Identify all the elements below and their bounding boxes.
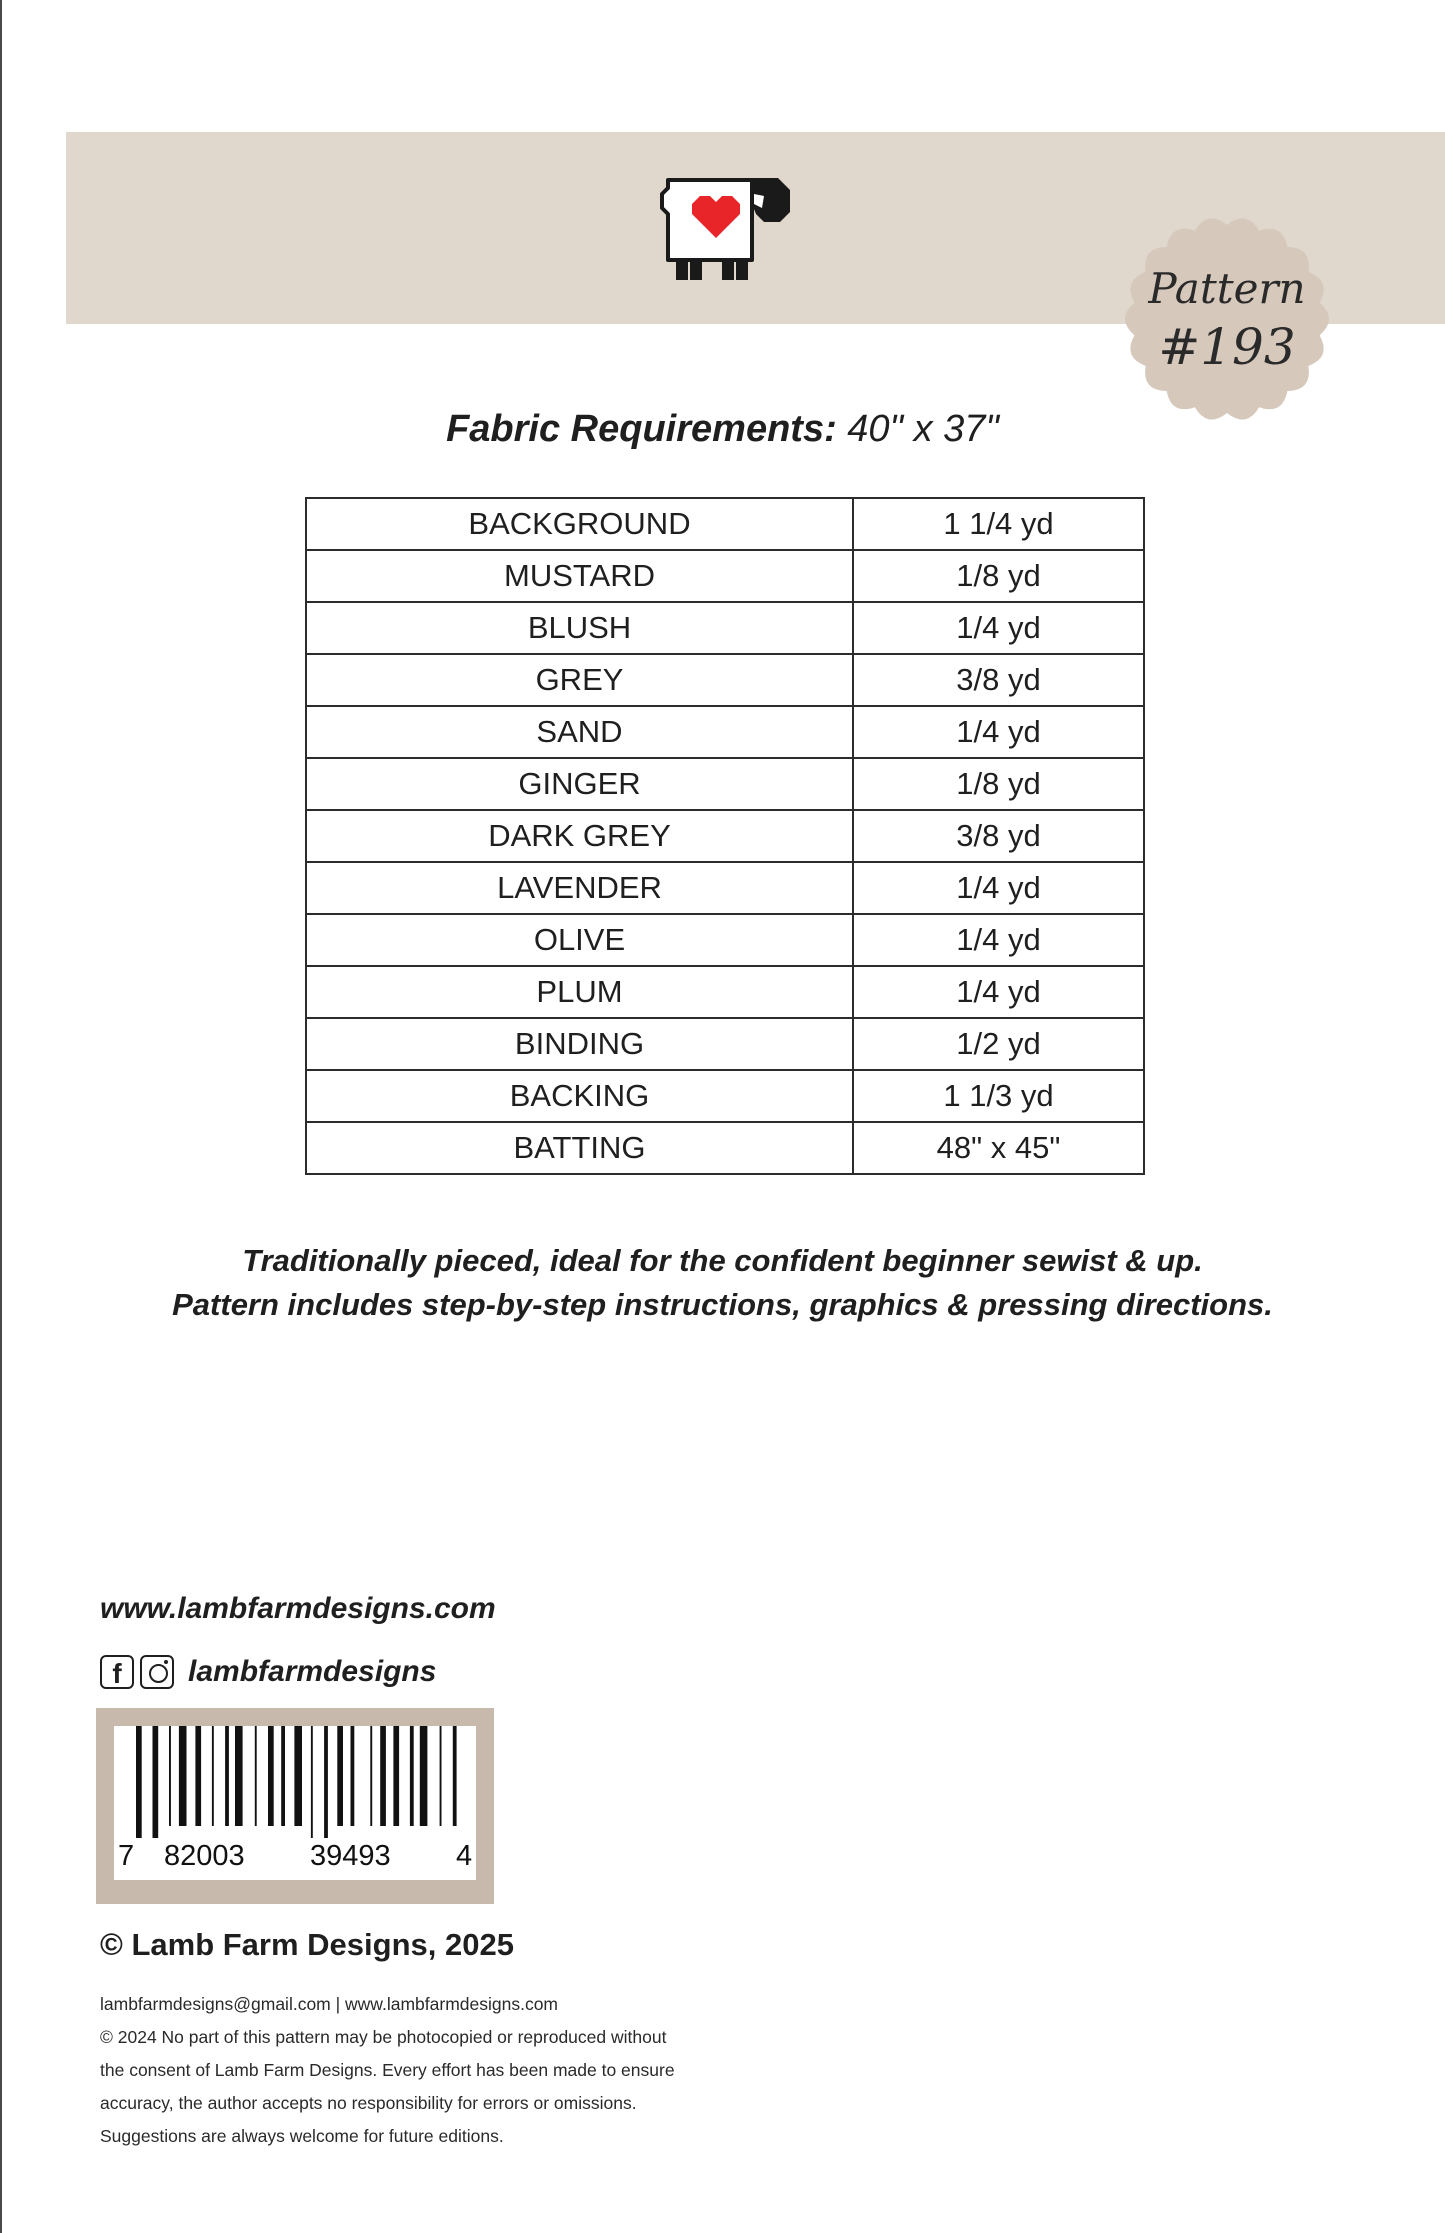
barcode <box>114 1726 476 1880</box>
fabric-amount-cell: 1/2 yd <box>853 1018 1144 1070</box>
barcode-frame <box>96 1708 494 1904</box>
fabric-name-cell: GINGER <box>306 758 853 810</box>
barcode-bar <box>136 1726 142 1838</box>
fabric-name-cell: GREY <box>306 654 853 706</box>
fabric-amount-cell: 1/8 yd <box>853 550 1144 602</box>
fabric-name-cell: MUSTARD <box>306 550 853 602</box>
fabric-row <box>306 654 1144 706</box>
barcode-bar <box>255 1726 257 1826</box>
barcode-bar <box>453 1726 457 1826</box>
fabric-name-cell: PLUM <box>306 966 853 1018</box>
fabric-name-cell: BACKING <box>306 1070 853 1122</box>
badge-pattern-number: #193 <box>1158 318 1296 376</box>
fabric-amount-cell: 1/4 yd <box>853 914 1144 966</box>
badge-pattern-label: Pattern <box>1148 264 1306 313</box>
barcode-bar <box>281 1726 285 1826</box>
fabric-amount-cell: 1 1/4 yd <box>853 498 1144 550</box>
barcode-bar <box>420 1726 428 1826</box>
barcode-bar <box>212 1726 214 1826</box>
fine-print-line: accuracy, the author accepts no responsibility for errors or omissions. <box>100 2093 637 2113</box>
barcode-bar <box>195 1726 201 1826</box>
fabric-row <box>306 758 1144 810</box>
fabric-amount-cell: 48" x 45" <box>853 1122 1144 1174</box>
barcode-digit-last: 4 <box>456 1840 473 1872</box>
fabric-name-cell: BACKGROUND <box>306 498 853 550</box>
fabric-amount-cell: 1/4 yd <box>853 862 1144 914</box>
barcode-bar <box>311 1726 313 1838</box>
instagram-icon[interactable] <box>140 1655 174 1689</box>
fabric-amount-cell: 1/4 yd <box>853 706 1144 758</box>
fabric-name-cell: OLIVE <box>306 914 853 966</box>
fine-print-line: Suggestions are always welcome for future editions. <box>100 2126 504 2146</box>
barcode-bar <box>153 1726 159 1838</box>
fabric-row <box>306 1070 1144 1122</box>
fabric-row <box>306 914 1144 966</box>
sheep-logo-icon <box>656 174 796 280</box>
description-line-2: Pattern includes step-by-step instructions, graphics & pressing directions. <box>172 1287 1273 1322</box>
barcode-group-2: 39493 <box>310 1840 391 1872</box>
barcode-bar <box>169 1726 171 1826</box>
fabric-row <box>306 1122 1144 1174</box>
barcode-bars <box>114 1726 476 1838</box>
fabric-row <box>306 602 1144 654</box>
fabric-name-cell: BATTING <box>306 1122 853 1174</box>
fabric-row <box>306 810 1144 862</box>
fine-print <box>100 1988 800 2153</box>
fabric-name-cell: BINDING <box>306 1018 853 1070</box>
barcode-bar <box>235 1726 243 1826</box>
barcode-bar <box>324 1726 328 1838</box>
copyright-line: © Lamb Farm Designs, 2025 <box>100 1927 514 1962</box>
social-handle[interactable]: lambfarmdesigns <box>188 1655 437 1688</box>
fabric-amount-cell: 1/4 yd <box>853 966 1144 1018</box>
pattern-badge <box>1122 214 1332 424</box>
page-left-rule <box>0 0 2 2233</box>
barcode-bar <box>225 1726 229 1826</box>
barcode-bar <box>380 1726 386 1826</box>
fabric-row <box>306 966 1144 1018</box>
description-line-1: Traditionally pieced, ideal for the confident beginner sewist & up. <box>242 1243 1203 1278</box>
fabric-amount-cell: 3/8 yd <box>853 810 1144 862</box>
fabric-requirements-table <box>305 497 1145 1175</box>
facebook-icon[interactable]: f <box>100 1655 134 1689</box>
fabric-name-cell: LAVENDER <box>306 862 853 914</box>
fabric-amount-cell: 3/8 yd <box>853 654 1144 706</box>
fabric-requirements-title <box>0 408 1445 451</box>
fabric-amount-cell: 1/4 yd <box>853 602 1144 654</box>
barcode-bar <box>370 1726 372 1826</box>
fabric-name-cell: DARK GREY <box>306 810 853 862</box>
fabric-title-size: 40" x 37" <box>836 408 999 450</box>
barcode-bar <box>440 1726 442 1826</box>
fabric-row <box>306 862 1144 914</box>
fabric-name-cell: BLUSH <box>306 602 853 654</box>
fabric-amount-cell: 1 1/3 yd <box>853 1070 1144 1122</box>
barcode-bar <box>410 1726 414 1826</box>
fine-print-line: the consent of Lamb Farm Designs. Every effort has been made to ensure <box>100 2060 675 2080</box>
fabric-title-label: Fabric Requirements: <box>446 408 837 450</box>
fabric-row <box>306 550 1144 602</box>
barcode-bar <box>337 1726 343 1826</box>
social-row <box>100 1652 436 1692</box>
fine-print-line: © 2024 No part of this pattern may be photocopied or reproduced without <box>100 2027 667 2047</box>
barcode-digit-first: 7 <box>118 1840 135 1872</box>
barcode-bar <box>268 1726 274 1826</box>
fabric-row <box>306 498 1144 550</box>
fabric-row <box>306 706 1144 758</box>
fabric-amount-cell: 1/8 yd <box>853 758 1144 810</box>
fine-print-contact: lambfarmdesigns@gmail.com | www.lambfarmdesigns.com <box>100 1994 559 2014</box>
fabric-name-cell: SAND <box>306 706 853 758</box>
barcode-bar <box>393 1726 399 1826</box>
barcode-bar <box>179 1726 187 1826</box>
barcode-bar <box>294 1726 302 1826</box>
website-link[interactable]: www.lambfarmdesigns.com <box>100 1592 496 1625</box>
fabric-row <box>306 1018 1144 1070</box>
barcode-group-1: 82003 <box>164 1840 245 1872</box>
barcode-bar <box>351 1726 355 1826</box>
